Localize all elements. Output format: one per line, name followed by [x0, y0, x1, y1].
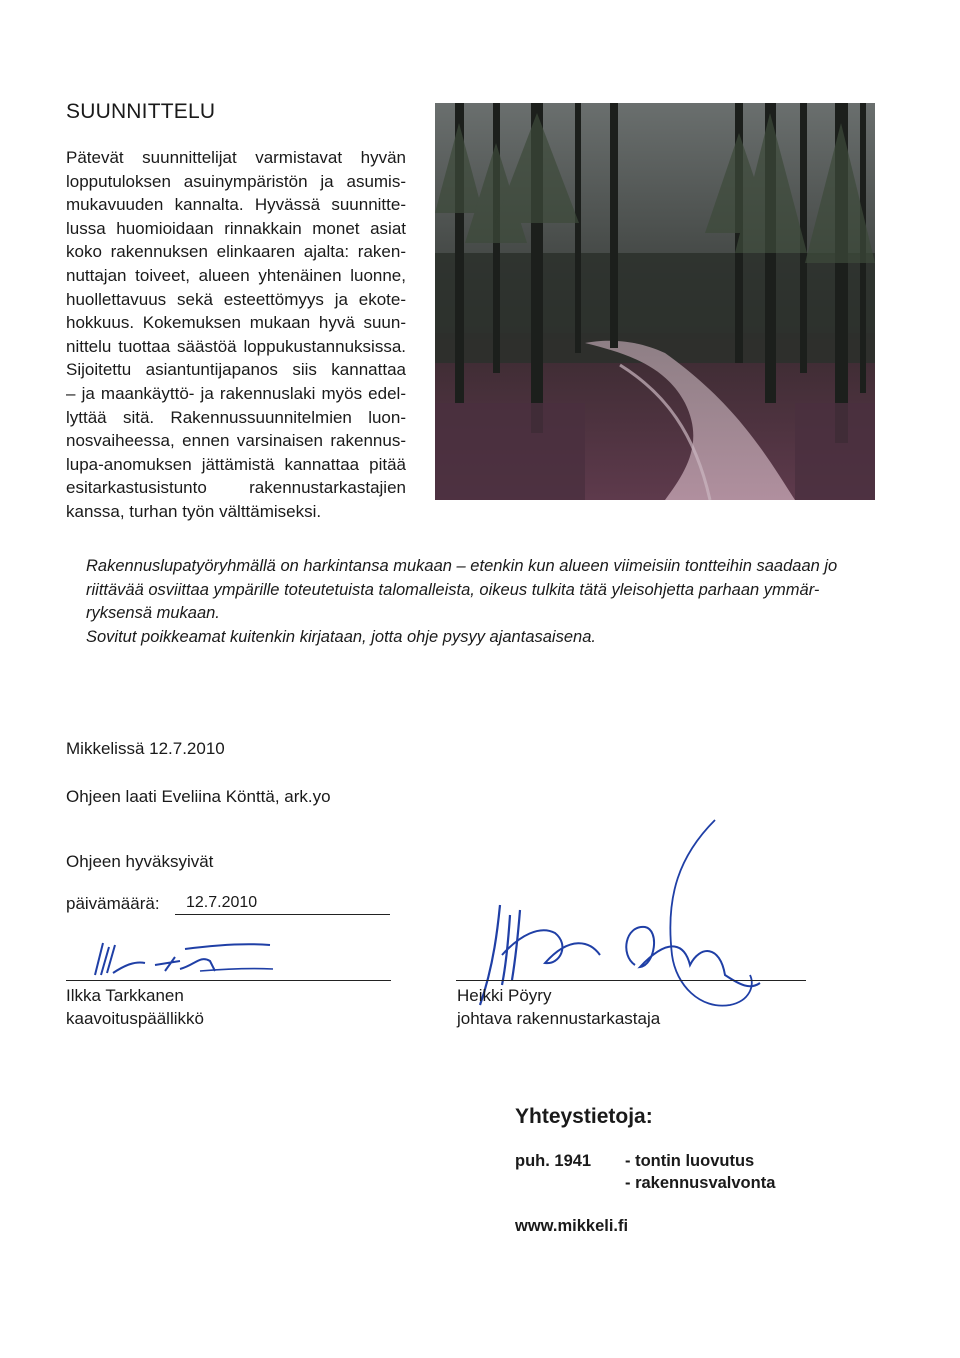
- contact-phone: puh. 1941: [515, 1152, 592, 1170]
- body-line: lopputuloksen asuinympäristön ja asumis-: [66, 171, 406, 191]
- body-text: [66, 146, 406, 524]
- note-paragraph-1: Rakennuslupatyöryhmällä on harkintansa mukaan – etenkin kun alueen viimeisiin tontteihin saadaan jo riittävää osviittaa ympärille toteutetuista talomalleista, oikeus tulkita tätä yleisohjetta parhaan ymmär-ryksensä mukaan.: [86, 557, 838, 622]
- contact-service-1: - tontin luovutus: [625, 1152, 755, 1170]
- contact-heading: Yhteystietoja:: [515, 1105, 653, 1128]
- signatory-right-name: Heikki Pöyry: [457, 986, 552, 1005]
- signature-left-line: [66, 980, 391, 981]
- date-value: 12.7.2010: [186, 894, 258, 911]
- body-line: nittelu tuottaa säästöä loppukustannuksissa.: [66, 336, 406, 356]
- signatory-left-name: Ilkka Tarkkanen: [66, 986, 184, 1005]
- place-date: Mikkelissä 12.7.2010: [66, 739, 225, 758]
- note-paragraph-2: Sovitut poikkeamat kuitenkin kirjataan, jotta ohje pysyy ajantasaisena.: [86, 627, 596, 646]
- signatory-right-title: johtava rakennustarkastaja: [457, 1009, 661, 1028]
- signatory-left-title: kaavoituspäällikkö: [66, 1009, 204, 1028]
- signature-right: [450, 815, 780, 1015]
- body-line: lyttää sitä. Rakennussuunnitelmien luon-: [66, 407, 406, 427]
- approvers-label: Ohjeen hyväksyivät: [66, 852, 214, 871]
- forest-road-photo: [435, 103, 875, 500]
- signature-left: [85, 935, 285, 983]
- body-line: lussa huomioidaan rinnakkain monet asiat: [66, 218, 406, 238]
- date-underline: [175, 914, 390, 915]
- page-heading: SUUNNITTELU: [66, 100, 216, 123]
- body-line: esitarkastusistunto rakennustarkastajien: [66, 478, 406, 498]
- body-line: nosvaiheessa, ennen varsinaisen rakennus-: [66, 431, 406, 451]
- body-line: mukavuuden kannalta. Hyvässä suunnitte-: [66, 195, 406, 215]
- body-line: kanssa, turhan työn välttämiseksi.: [66, 501, 322, 521]
- contact-service-2: - rakennusvalvonta: [625, 1174, 776, 1192]
- contact-website[interactable]: www.mikkeli.fi: [515, 1217, 629, 1235]
- author-line: Ohjeen laati Eveliina Könttä, ark.yo: [66, 787, 331, 806]
- body-line: nuttajan toiveet, alueen yhtenäinen luonne,: [66, 265, 406, 285]
- body-line: huollettavuus sekä esteettömyys ja ekote-: [66, 289, 406, 309]
- body-line: hokkuus. Kokemuksen mukaan hyvä suun-: [66, 313, 406, 333]
- body-line: lupa-anomuksen jättämistä kannattaa pitää: [66, 454, 406, 474]
- body-line: Pätevät suunnittelijat varmistavat hyvän: [66, 148, 406, 167]
- body-line: – ja maankäyttö- ja rakennuslaki myös edel-: [66, 383, 406, 403]
- signature-right-line: [456, 980, 806, 981]
- body-line: koko rakennuksen elinkaaren ajalta: raken-: [66, 242, 406, 262]
- body-line: Sijoitettu asiantuntijapanos siis kannattaa: [66, 360, 406, 380]
- date-label: päivämäärä:: [66, 894, 160, 913]
- note-text: [86, 555, 876, 649]
